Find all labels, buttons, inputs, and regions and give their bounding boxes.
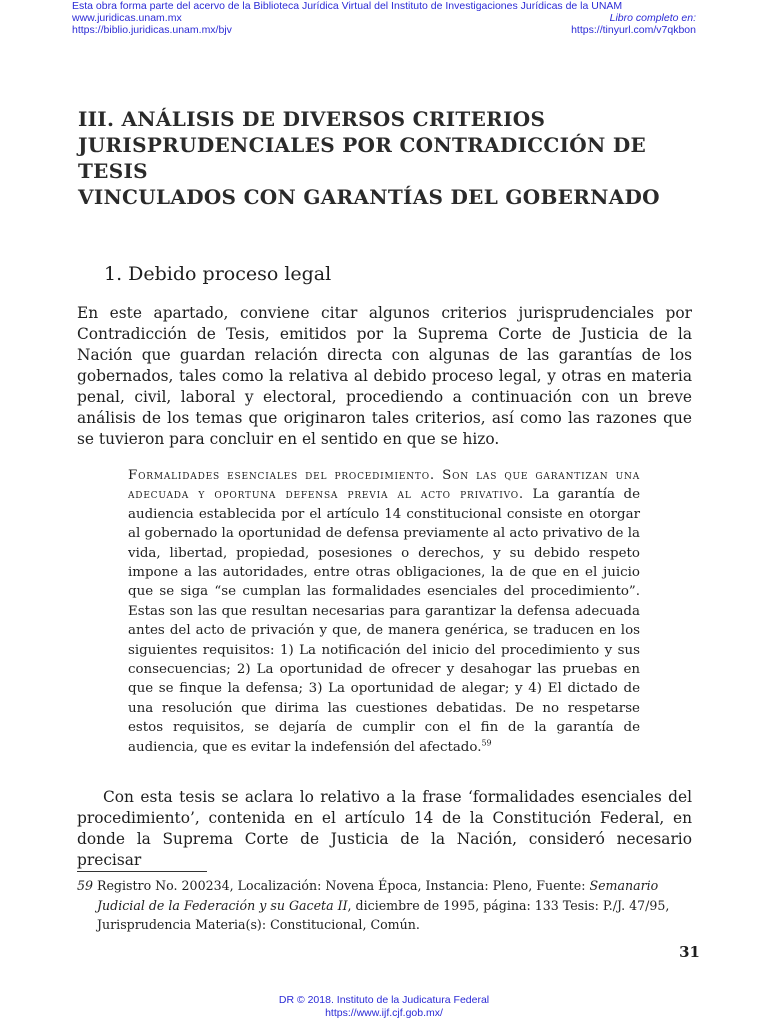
intro-paragraph: En este apartado, conviene citar algunos criterios jurisprudenciales por Contradicción de Tesis, emitidos por la Suprema Corte de Justicia de la Nación que guardan relación directa con algunas de las garantías de los gobernados, tales como la relativa al debido proceso legal, y otras en materia penal, civil, laboral y electoral, procediendo a continuación con un breve análisis de los temas que originaron tales criterios, así como las razones que se tuvieron para concluir en el sentido en que se hizo. (77, 304, 692, 448)
footnote-text-part: , diciembre de 1995, página: 133 Tesis: P./J. 47/95, Jurisprudencia Materia(s): Constitucional, Común. (97, 897, 670, 932)
repository-header (72, 0, 696, 36)
footnote-number: 59 (77, 878, 94, 893)
analysis-paragraph: Con esta tesis se aclara lo relativo a la frase ‘formalidades esenciales del procedimiento’, contenida en el artículo 14 de la Constitución Federal, en donde la Suprema Corte de Justicia de la Nación, consideró necesario precisar (77, 788, 692, 869)
thesis-quote (128, 466, 640, 757)
footnote-text-part: Registro No. 200234, Localización: Novena Época, Instancia: Pleno, Fuente: (97, 878, 590, 893)
repository-notice: Esta obra forma parte del acervo de la Biblioteca Jurídica Virtual del Instituto de Investigaciones Jurídicas de la UNAM (72, 0, 623, 12)
footnote (77, 876, 692, 935)
institute-link[interactable]: https://www.ijf.cjf.gob.mx/ (325, 1007, 443, 1019)
footnote-source-title: Semanario Judicial de la Federación y su Gaceta II (97, 878, 659, 913)
library-link[interactable]: https://biblio.juridicas.unam.mx/bjv (72, 24, 232, 36)
page-number: 31 (679, 943, 700, 961)
copyright-notice: DR © 2018. Instituto de la Judicatura Federal (278, 994, 490, 1006)
chapter-title-line: JURISPRUDENCIALES POR CONTRADICCIÓN DE TESIS (78, 133, 647, 183)
footnote-reference[interactable]: 59 (481, 738, 492, 748)
chapter-title (78, 106, 698, 210)
site-link[interactable]: www.juridicas.unam.mx (72, 12, 182, 24)
footnote-divider (77, 871, 207, 872)
thesis-body: La garantía de audiencia establecida por el artículo 14 constitucional consiste en otorgar al gobernado la oportunidad de defensa previamente al acto privativo de la vida, libertad, propiedad, posesiones o derechos, y su debido respeto impone a las autoridades, entre otras obligaciones, la de que en el juicio que se siga “se cumplan las formalidades esenciales del procedimiento”. Estas son las que resultan necesarias para garantizar la defensa adecuada antes del acto de privación y que, de manera genérica, se traducen en los siguientes requisitos: 1) La notificación del inicio del procedimiento y sus consecuencias; 2) La oportunidad de ofrecer y desahogar las pruebas en que se finque la defensa; 3) La oportunidad de alegar; y 4) El dictado de una resolución que dirima las cuestiones debatidas. De no respetarse estos requisitos, se dejaría de cumplir con el fin de la garantía de audiencia, que es evitar la indefensión del afectado. (128, 487, 640, 755)
chapter-title-line: III. ANÁLISIS DE DIVERSOS CRITERIOS (78, 107, 546, 131)
full-book-label: Libro completo en: (609, 12, 696, 24)
thesis-heading: Formalidades esenciales del procedimiento. Son las que garantizan una adecuada y oportuna defensa previa al acto privativo. (128, 468, 640, 503)
chapter-title-line: VINCULADOS CON GARANTÍAS DEL GOBERNADO (78, 185, 660, 209)
full-book-link[interactable]: https://tinyurl.com/v7qkbon (571, 24, 696, 36)
copyright-footer (0, 994, 768, 1020)
section-title: 1. Debido proceso legal (104, 263, 332, 285)
footnote-text (97, 876, 690, 935)
